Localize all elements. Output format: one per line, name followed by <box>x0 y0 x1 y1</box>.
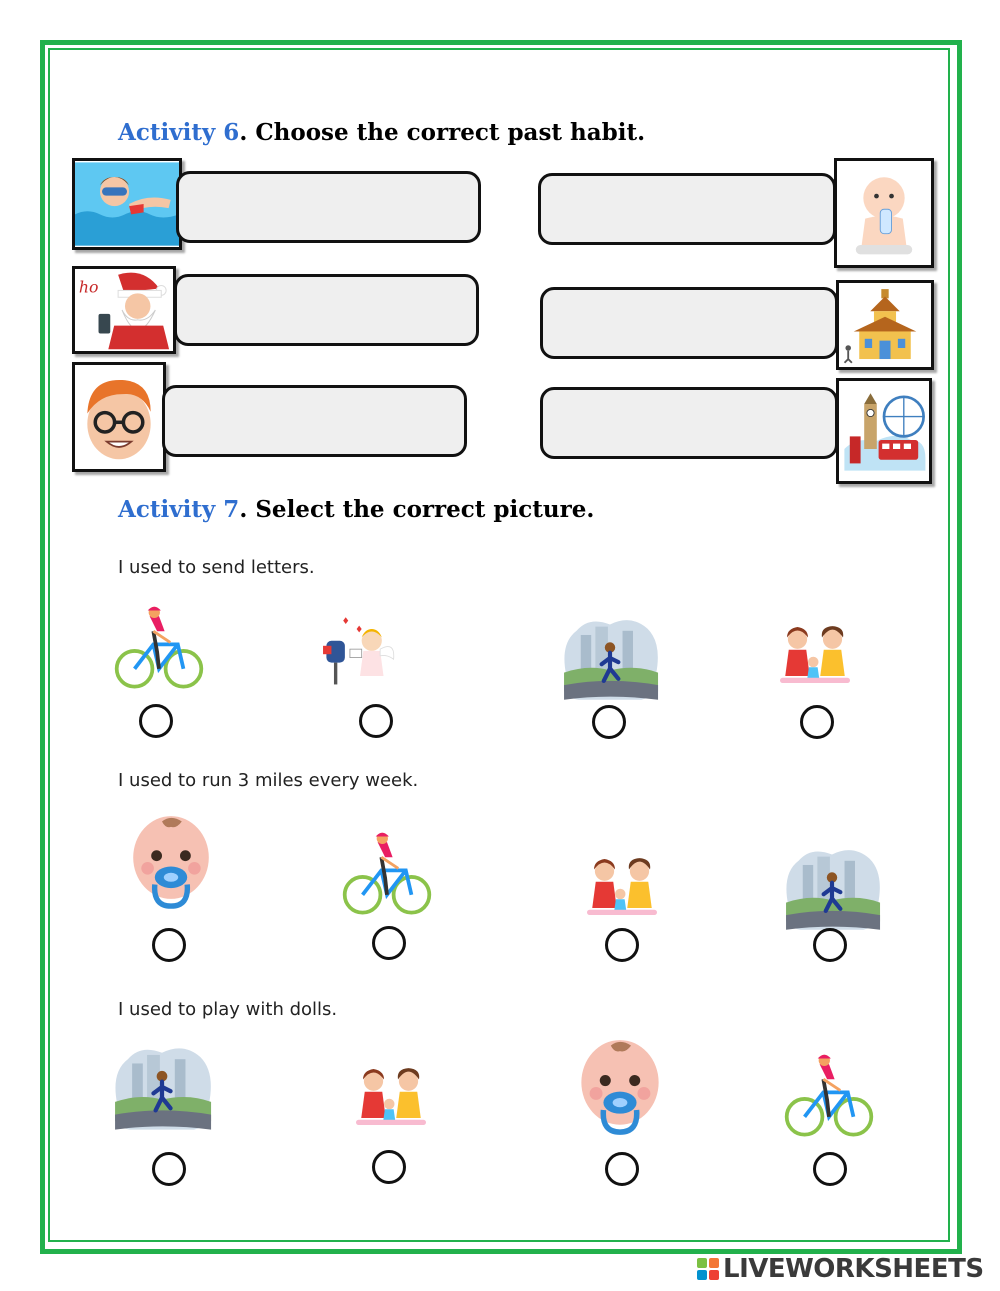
kids-playing-dolls-icon[interactable] <box>576 852 668 922</box>
logo-square-4 <box>709 1270 719 1280</box>
answer-box-1[interactable] <box>176 171 481 243</box>
question-3-prompt: I used to play with dolls. <box>118 999 338 1020</box>
cyclist-icon[interactable] <box>340 828 434 924</box>
activity7-label: Activity 7 <box>118 496 240 523</box>
question-3-option-1-radio[interactable] <box>152 1152 186 1186</box>
liveworksheets-logo <box>697 1253 984 1285</box>
london-landmarks-icon <box>836 378 932 484</box>
answer-box-2[interactable] <box>174 274 479 346</box>
cupid-mailbox-icon[interactable] <box>318 602 402 698</box>
question-2-option-4-radio[interactable] <box>813 928 847 962</box>
activity6-heading <box>118 119 645 146</box>
question-2-option-3-radio[interactable] <box>605 928 639 962</box>
question-2-option-2-radio[interactable] <box>372 926 406 960</box>
baby-pacifier-icon[interactable] <box>126 806 216 918</box>
smiling-man-glasses-icon <box>72 362 166 472</box>
question-2-option-1-radio[interactable] <box>152 928 186 962</box>
baby-bottle-icon <box>834 158 934 268</box>
park-runner-icon[interactable] <box>776 842 888 936</box>
answer-box-4[interactable] <box>538 173 836 245</box>
logo-text: LIVEWORKSHEETS <box>723 1254 984 1284</box>
question-2-prompt: I used to run 3 miles every week. <box>118 770 419 791</box>
activity6-title: . Choose the correct past habit. <box>239 119 646 146</box>
question-1-prompt: I used to send letters. <box>118 557 315 578</box>
cyclist-icon[interactable] <box>782 1050 876 1146</box>
answer-box-5[interactable] <box>540 287 838 359</box>
question-3-option-3-radio[interactable] <box>605 1152 639 1186</box>
question-3-option-2-radio[interactable] <box>372 1150 406 1184</box>
answer-box-3[interactable] <box>162 385 467 457</box>
question-1-option-1-radio[interactable] <box>139 704 173 738</box>
question-1-option-3-radio[interactable] <box>592 705 626 739</box>
logo-square-2 <box>709 1258 719 1268</box>
cyclist-icon[interactable] <box>112 602 206 698</box>
logo-square-1 <box>697 1258 707 1268</box>
activity6-label: Activity 6 <box>118 119 240 146</box>
park-runner-icon[interactable] <box>104 1040 220 1136</box>
logo-mark-icon <box>697 1258 719 1280</box>
activity7-heading <box>118 496 594 523</box>
swimming-boy-icon <box>72 158 182 250</box>
activity7-title: . Select the correct picture. <box>239 496 595 523</box>
question-1-option-2-radio[interactable] <box>359 704 393 738</box>
santa-phone-icon <box>72 266 176 354</box>
kids-playing-dolls-icon[interactable] <box>768 620 862 690</box>
question-3-option-4-radio[interactable] <box>813 1152 847 1186</box>
park-runner-icon[interactable] <box>556 612 664 706</box>
kids-playing-dolls-icon[interactable] <box>344 1062 438 1132</box>
church-icon <box>836 280 934 370</box>
question-1-option-4-radio[interactable] <box>800 705 834 739</box>
answer-box-6[interactable] <box>540 387 838 459</box>
logo-square-3 <box>697 1270 707 1280</box>
baby-pacifier-icon[interactable] <box>574 1028 666 1146</box>
